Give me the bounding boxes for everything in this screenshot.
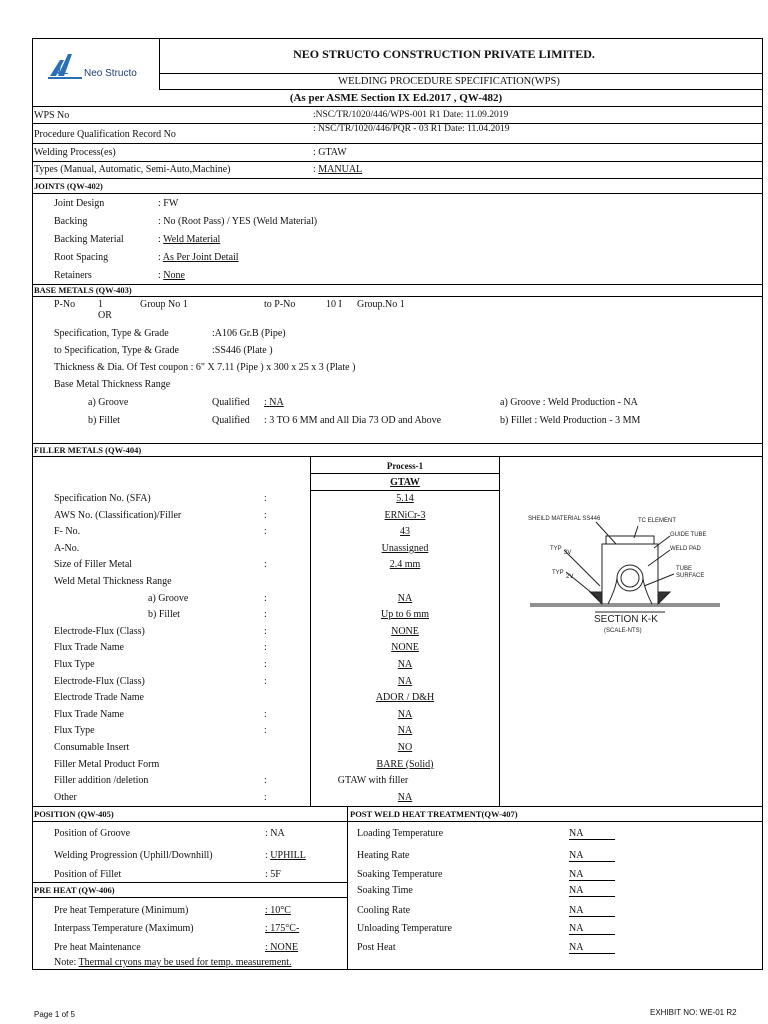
wps-no-label: WPS No	[34, 110, 70, 121]
base-metals-heading: BASE METALS (QW-403)	[34, 285, 132, 295]
filler-row-value: 5.14	[396, 493, 414, 504]
filler-row-colon: :	[264, 493, 267, 504]
header-rule-2	[159, 89, 763, 90]
filler-row-label: Consumable Insert	[54, 742, 130, 753]
filler-row-label: Flux Type	[54, 725, 95, 736]
joint-section-drawing	[520, 508, 740, 638]
retainers-value: : None	[158, 270, 185, 281]
filler-row-value: 43	[400, 526, 410, 537]
pwht-row-label: Post Heat	[357, 942, 396, 953]
progression-label: Welding Progression (Uphill/Downhill)	[54, 850, 213, 861]
root-spacing-value: : As Per Joint Detail	[158, 252, 239, 263]
to-pno-value: 10 I	[326, 299, 342, 310]
filler-row-label: Filler addition /deletion	[54, 775, 149, 786]
position-heading: POSITION (QW-405)	[34, 809, 114, 819]
filler-row-value: ADOR / D&H	[375, 692, 435, 703]
preheat-rule	[32, 897, 347, 898]
preheat-min-value: : 10°C	[265, 905, 291, 916]
pwht-value-text: NA	[569, 942, 615, 954]
pwht-row-value	[569, 828, 615, 840]
to-group-label: Group.No 1	[357, 299, 405, 310]
filler-row-label: Weld Metal Thickness Range	[54, 576, 172, 587]
pwht-row-label: Heating Rate	[357, 850, 410, 861]
joints-heading: JOINTS (QW-402)	[34, 181, 103, 191]
interpass-label: Interpass Temperature (Maximum)	[54, 923, 194, 934]
preheat-rule-top	[32, 882, 347, 883]
filler-row-label: Flux Trade Name	[54, 642, 124, 653]
pwht-heading: POST WELD HEAT TREATMENT(QW-407)	[350, 809, 518, 819]
pwht-value-text: NA	[569, 869, 615, 881]
filler-row-label: F- No.	[54, 526, 81, 537]
or-label: OR	[98, 310, 112, 321]
filler-row-colon: :	[264, 609, 267, 620]
retainers-label: Retainers	[54, 270, 92, 281]
pwht-value-text: NA	[569, 885, 615, 897]
pwht-row-label: Loading Temperature	[357, 828, 444, 839]
filler-row-label: AWS No. (Classification)/Filler	[54, 510, 182, 521]
svg-text:(SCALE-NTS): (SCALE-NTS)	[604, 628, 642, 634]
svg-text:TUBE: TUBE	[676, 566, 693, 572]
joint-design-value: : FW	[158, 198, 179, 209]
filler-heading: FILLER METALS (QW-404)	[34, 445, 142, 455]
range-label: Base Metal Thickness Range	[54, 379, 171, 390]
svg-text:NIL: NIL	[54, 66, 69, 76]
process-label: Process-1	[386, 461, 424, 471]
document-subtitle: (As per ASME Section IX Ed.2017 , QW-482)	[289, 92, 503, 104]
filler-row-value: ERNiCr-3	[384, 510, 426, 521]
filler-col-divider-2	[499, 456, 500, 806]
interpass-value: : 175°C-	[265, 923, 300, 934]
backing-value: : No (Root Pass) / YES (Weld Material)	[158, 216, 318, 227]
pwht-row-label: Soaking Temperature	[357, 869, 443, 880]
welding-process-value: : GTAW	[313, 147, 347, 158]
exhibit-number: EXHIBIT NO: WE-01 R2	[650, 1008, 737, 1017]
pno-label: P-No	[54, 299, 76, 310]
process-rule-1	[310, 473, 499, 474]
filler-row-colon: :	[264, 792, 267, 803]
filler-row-colon: :	[264, 559, 267, 570]
types-label: Types (Manual, Automatic, Semi-Auto,Machine)	[34, 164, 231, 175]
filler-row-label: b) Fillet	[148, 609, 180, 620]
backing-label: Backing	[54, 216, 88, 227]
preheat-maint-label: Pre heat Maintenance	[54, 942, 141, 953]
groove-qualified-value: : NA	[264, 397, 284, 408]
spec-value: :A106 Gr.B (Pipe)	[212, 328, 286, 339]
info-rule-4	[32, 178, 763, 179]
filler-row-label: Specification No. (SFA)	[54, 493, 151, 504]
pwht-value-text: NA	[569, 828, 615, 840]
pwht-row-label: Soaking Time	[357, 885, 413, 896]
position-rule	[32, 821, 763, 822]
filler-row-label: Flux Type	[54, 659, 95, 670]
svg-text:SECTION K-K: SECTION K-K	[594, 614, 658, 625]
root-spacing-label: Root Spacing	[54, 252, 109, 263]
pqr-no-label: Procedure Qualification Record No	[34, 129, 176, 140]
wps-no-value: :NSC/TR/1020/446/WPS-001 R1 Date: 11.09.2019	[313, 110, 509, 120]
company-logo	[46, 48, 146, 80]
position-fillet-value: : 5F	[265, 869, 281, 880]
filler-row-label: Size of Filler Metal	[54, 559, 133, 570]
filler-row-label: Flux Trade Name	[54, 709, 124, 720]
filler-row-colon: :	[264, 510, 267, 521]
pwht-row-value	[569, 850, 615, 862]
svg-text:GUIDE TUBE: GUIDE TUBE	[670, 532, 707, 538]
fillet-label: b) Fillet	[88, 415, 120, 426]
filler-row-value: NONE	[391, 642, 419, 653]
svg-text:2V: 2V	[566, 574, 574, 580]
position-groove-value: : NA	[265, 828, 285, 839]
logo-text: Neo Structo	[84, 68, 137, 79]
group-no-label: Group No 1	[140, 299, 188, 310]
header-rule-1	[159, 73, 763, 74]
filler-row-label: Filler Metal Product Form	[54, 759, 160, 770]
pwht-row-label: Cooling Rate	[357, 905, 411, 916]
svg-text:3V: 3V	[564, 550, 572, 556]
position-fillet-label: Position of Fillet	[54, 869, 122, 880]
filler-row-colon: :	[264, 626, 267, 637]
preheat-note: Note: Thermal cryons may be used for temp. measurement.	[54, 957, 292, 968]
filler-row-value: BARE (Solid)	[376, 759, 434, 770]
filler-row-value: NA	[397, 593, 413, 604]
filler-row-colon: :	[264, 642, 267, 653]
pwht-row-label: Unloading Temperature	[357, 923, 452, 934]
to-pno-label: to P-No	[264, 299, 296, 310]
joint-design-label: Joint Design	[54, 198, 105, 209]
spec-label: Specification, Type & Grade	[54, 328, 169, 339]
preheat-heading: PRE HEAT (QW-406)	[34, 885, 115, 895]
filler-row-value: 2.4 mm	[389, 559, 421, 570]
thickness-text: Thickness & Dia. Of Test coupon : 6" X 7.11 (Pipe ) x 300 x 25 x 3 (Plate )	[54, 362, 356, 373]
pno-value: 1	[98, 299, 103, 310]
joints-rule	[32, 193, 763, 194]
filler-col-divider-1	[310, 456, 311, 806]
filler-row-label: Electrode Trade Name	[54, 692, 144, 703]
filler-row-value: Up to 6 mm	[380, 609, 430, 620]
filler-row-label: Other	[54, 792, 77, 803]
base-metals-rule-top	[32, 284, 763, 285]
preheat-maint-value: : NONE	[265, 942, 299, 953]
welding-process-label: Welding Process(es)	[34, 147, 116, 158]
filler-row-label: A-No.	[54, 543, 80, 554]
position-divider	[347, 806, 348, 970]
svg-text:WELD PAD: WELD PAD	[670, 546, 701, 552]
pwht-row-value	[569, 869, 615, 881]
filler-row-label: a) Groove	[148, 593, 189, 604]
groove-label: a) Groove	[88, 397, 129, 408]
to-spec-label: to Specification, Type & Grade	[54, 345, 179, 356]
filler-row-colon: :	[264, 593, 267, 604]
backing-material-value: : Weld Material	[158, 234, 221, 245]
pwht-row-value	[569, 885, 615, 897]
filler-row-label: Electrode-Flux (Class)	[54, 676, 145, 687]
document-title: WELDING PROCEDURE SPECIFICATION(WPS)	[338, 76, 560, 87]
filler-row-value: NONE	[391, 626, 419, 637]
filler-row-label: Electrode-Flux (Class)	[54, 626, 145, 637]
filler-row-value: NO	[397, 742, 413, 753]
base-metals-rule	[32, 296, 763, 297]
subtitle-rule	[32, 106, 763, 107]
filler-row-colon: :	[264, 725, 267, 736]
filler-rule	[32, 456, 763, 457]
preheat-min-label: Pre heat Temperature (Minimum)	[54, 905, 189, 916]
pwht-value-text: NA	[569, 905, 615, 917]
pwht-value-text: NA	[569, 923, 615, 935]
position-rule-top	[32, 806, 763, 807]
filler-rule-top	[32, 443, 763, 444]
process-rule-2	[310, 490, 499, 491]
pwht-row-value	[569, 942, 615, 954]
filler-row-colon: :	[264, 659, 267, 670]
svg-text:TYP: TYP	[552, 570, 564, 576]
fillet-qualified-label: Qualified	[212, 415, 250, 426]
svg-text:TYP: TYP	[550, 546, 562, 552]
svg-text:SHEILD MATERIAL SS446: SHEILD MATERIAL SS446	[528, 516, 601, 522]
filler-row-value: NA	[397, 725, 413, 736]
filler-row-value: NA	[397, 676, 413, 687]
fillet-production: b) Fillet : Weld Production - 3 MM	[500, 415, 641, 426]
company-name: NEO STRUCTO CONSTRUCTION PRIVATE LIMITED.	[293, 47, 595, 61]
fillet-qualified-value: : 3 TO 6 MM and All Dia 73 OD and Above	[264, 415, 442, 426]
filler-row-colon: :	[264, 526, 267, 537]
logo-divider	[159, 38, 160, 89]
progression-value: : UPHILL	[265, 850, 306, 861]
filler-row-colon: :	[264, 676, 267, 687]
filler-row-colon: :	[264, 709, 267, 720]
process-value: GTAW	[390, 477, 420, 488]
position-groove-label: Position of Groove	[54, 828, 131, 839]
groove-production: a) Groove : Weld Production - NA	[500, 397, 638, 408]
filler-row-value: NA	[397, 659, 413, 670]
groove-qualified-label: Qualified	[212, 397, 250, 408]
pwht-value-text: NA	[569, 850, 615, 862]
svg-text:TC ELEMENT: TC ELEMENT	[638, 518, 677, 524]
pqr-no-value: : NSC/TR/1020/446/PQR - 03 R1 Date: 11.04.2019	[313, 124, 510, 134]
page-number: Page 1 of 5	[34, 1010, 75, 1019]
filler-row-value: NA	[397, 709, 413, 720]
pwht-row-value	[569, 905, 615, 917]
filler-row-value: GTAW with filler	[337, 775, 409, 786]
backing-material-label: Backing Material	[54, 234, 124, 245]
section-k-k-drawing-icon	[520, 508, 740, 638]
filler-row-value: NA	[397, 792, 413, 803]
types-value: : MANUAL	[313, 164, 363, 175]
pwht-row-value	[569, 923, 615, 935]
info-rule-2	[32, 143, 763, 144]
filler-row-colon: :	[264, 775, 267, 786]
svg-text:SURFACE: SURFACE	[676, 573, 705, 579]
to-spec-value: :SS446 (Plate )	[212, 345, 273, 356]
filler-row-value: Unassigned	[381, 543, 429, 554]
info-rule-3	[32, 161, 763, 162]
